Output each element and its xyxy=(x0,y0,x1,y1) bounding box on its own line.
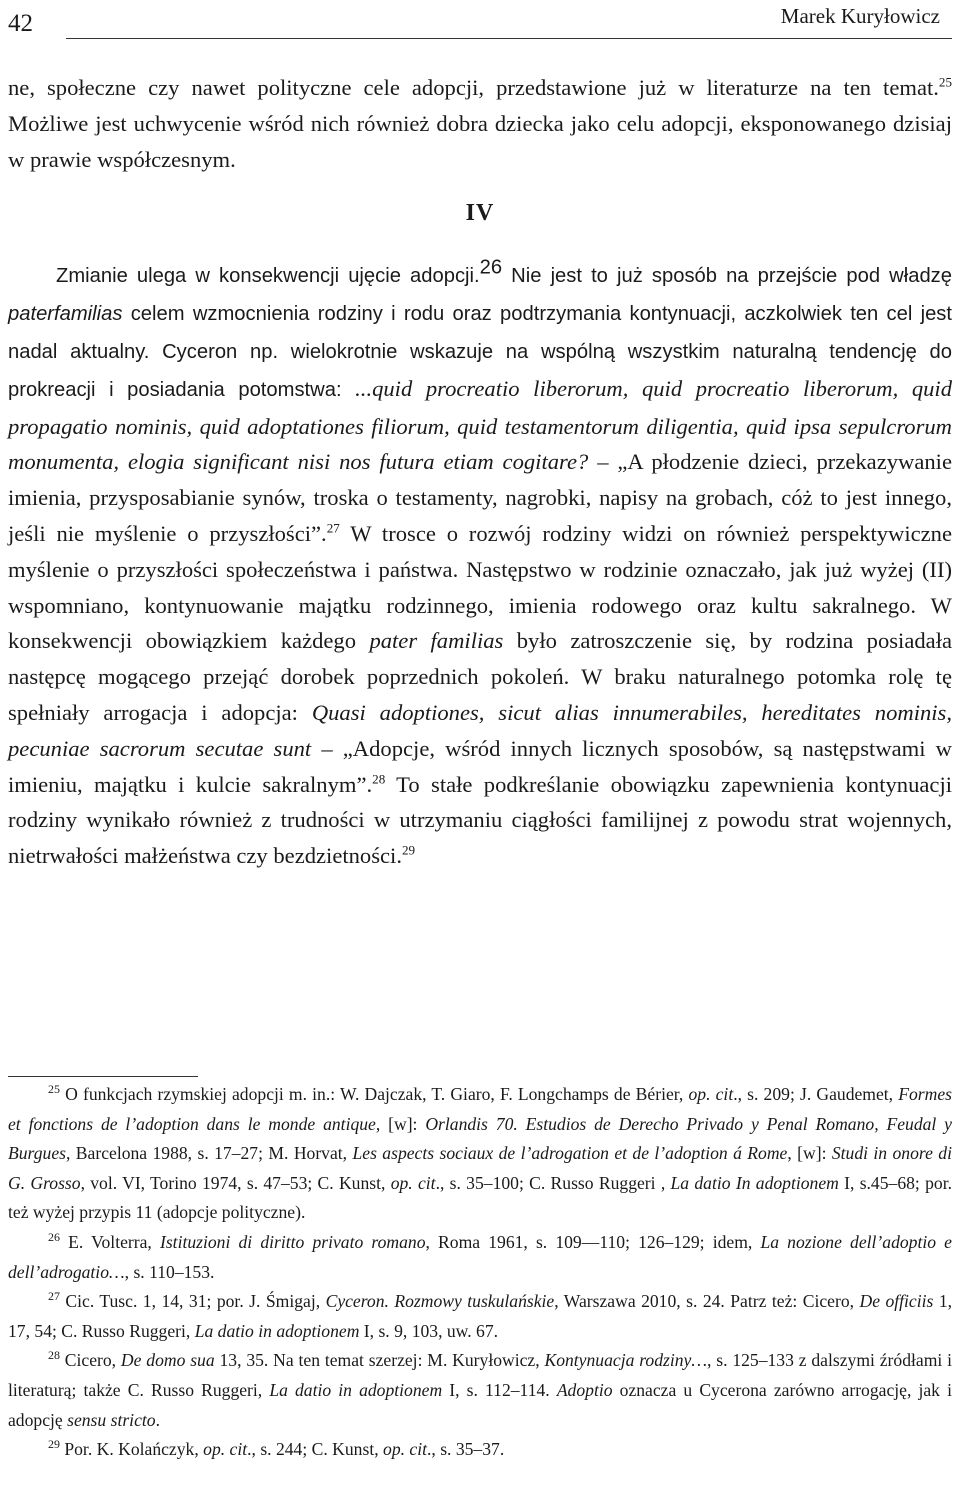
page-header xyxy=(8,0,952,44)
footnote-text: ., s. 35–37. xyxy=(427,1439,505,1460)
footnote-text: , Barcelona 1988, s. 17–27; M. Horvat, xyxy=(66,1143,353,1164)
page-number: 42 xyxy=(8,10,33,37)
para-text-3: celem wzmocnienia rodziny i rodu oraz podtrzymania kontynuacji, aczkolwiek ten cel jest nadal aktualny. Cyceron np. wielokrotnie wskazuje na wspólną wszystkim naturalną tendencję do prokreacji i posiadania potomstwa: xyxy=(8,303,952,401)
footnote-italic: Istituzioni di diritto privato romano xyxy=(159,1231,426,1252)
footnote-25 xyxy=(8,1080,952,1228)
footnote-text: , [w]: xyxy=(787,1143,832,1164)
footnote-separator xyxy=(8,1076,198,1077)
footnote-text: , s. 110–153. xyxy=(124,1261,215,1282)
footnote-number: 26 xyxy=(48,1230,60,1245)
footnote-text: I, s.45–68; por. też wyżej przypis 11 (adopcje polityczne). xyxy=(8,1172,952,1223)
footnote-ref-27: 27 xyxy=(326,520,340,536)
footnote-number: 25 xyxy=(48,1082,60,1097)
latin-quote-cicero: ...quid procreatio liberorum, quid procreatio liberorum, quid propagatio nominis, quid adoptationes filiorum, quid testamentorum diligentia, quid ipsa sepulcrorum monumenta, elogia significant nisi nos futura etiam cogitare? xyxy=(8,375,952,475)
main-text xyxy=(8,70,952,874)
footnote-28 xyxy=(8,1346,952,1435)
footnote-number: 29 xyxy=(48,1437,60,1452)
footnote-italic: Adoptio xyxy=(556,1379,613,1400)
para-text-7: – „Adopcje, wśród innych licznych sposobów, są następstwami w imieniu, majątku i kulcie sakralnym”. xyxy=(8,735,952,797)
para-text-8: To stałe podkreślanie obowiązku zapewnienia kontynuacji rodziny wynikało również z trudności w utrzymaniu ciągłości familijnej z powodu strat wojennych, nietrwałości małżeństwa czy bezdzietności. xyxy=(8,771,952,869)
footnote-italic: De domo sua xyxy=(120,1350,215,1371)
footnote-text: ., s. 209; J. Gaudemet, xyxy=(733,1084,899,1104)
footnote-italic: Kontynuacja rodziny… xyxy=(544,1350,707,1371)
footnote-text: I, s. 112–114. xyxy=(442,1379,557,1400)
footnote-text: 1, 17, 54; C. Russo Ruggeri, xyxy=(8,1291,953,1341)
para-text-2: Nie jest to już sposób na przejście pod władzę xyxy=(502,265,952,288)
footnote-text: Cicero, xyxy=(59,1350,121,1371)
intro-paragraph xyxy=(8,70,952,177)
footnote-italic: Orlandis 70. Estudios de Derecho Privado y Penal Romano, Feudal y Burgues xyxy=(8,1113,952,1164)
footnotes xyxy=(8,1080,952,1465)
footnote-ref-29: 29 xyxy=(401,842,416,858)
running-head-author: Marek Kuryłowicz xyxy=(780,4,940,28)
footnote-ref-25: 25 xyxy=(938,74,952,90)
footnote-text: , [w]: xyxy=(375,1113,426,1134)
term-pater-familias: pater familias xyxy=(369,628,504,654)
footnote-text: 13, 35. Na ten temat szerzej: M. Kuryłowicz, xyxy=(214,1350,545,1371)
header-rule xyxy=(66,38,952,39)
para-text-6: było zatroszczenie się, by rodzina posiadała następcę mogącego przejąć dorobek poprzednich pokoleń. W braku naturalnego potomka rolę tę spełniały arrogacja i adopcja: xyxy=(8,628,952,725)
footnote-italic: La nozione dell’adoptio e dell’adrogatio… xyxy=(8,1231,952,1282)
footnote-27 xyxy=(8,1287,952,1346)
footnote-ref-28: 28 xyxy=(372,771,386,787)
footnote-text: E. Volterra, xyxy=(59,1231,160,1252)
footnote-text: Por. K. Kolańczyk, xyxy=(59,1439,204,1460)
footnote-26 xyxy=(8,1228,952,1287)
intro-text-2: Możliwe jest uchwycenie wśród nich również dobra dziecka jako celu adopcji, eksponowanego dzisiaj w prawie współczesnym. xyxy=(8,110,952,172)
footnote-text: . xyxy=(155,1409,160,1430)
footnote-italic: op. cit xyxy=(390,1172,436,1193)
footnote-29 xyxy=(8,1435,952,1465)
latin-quote-adoptiones: Quasi adoptiones, sicut alias innumerabiles, hereditates nominis, pecuniae sacrorum secutae sunt xyxy=(8,699,952,761)
footnote-italic: op. cit xyxy=(383,1439,427,1460)
footnote-number: 28 xyxy=(48,1348,60,1363)
footnote-ref-26: 26 xyxy=(479,256,503,279)
footnote-italic: Formes et fonctions de l’adoption dans le monde antique xyxy=(8,1084,952,1134)
section-paragraph xyxy=(8,257,952,874)
footnote-text: ., s. 35–100; C. Russo Ruggeri , xyxy=(435,1172,671,1193)
para-sentence-1: Zmianie ulega w konsekwencji ujęcie adopcji. xyxy=(56,265,480,288)
para-text-5: W trosce o rozwój rodziny widzi on również perspektywiczne myślenie o przyszłości społeczeństwa i państwa. Następstwo w rodzinie oznaczało, jak już wyżej (II) wspomniano, kontynuowanie majątku rodzinnego, imienia rodowego oraz kultu sakralnego. W konsekwencji obowiązkiem każdego xyxy=(8,520,952,654)
footnote-text: , vol. VI, Torino 1974, s. 47–53; C. Kunst, xyxy=(80,1172,391,1193)
footnote-text: Cic. Tusc. 1, 14, 31; por. J. Śmigaj, xyxy=(59,1291,326,1312)
footnote-italic: op. cit xyxy=(203,1439,248,1460)
footnote-text: ., s. 244; C. Kunst, xyxy=(247,1439,384,1460)
footnote-text: O funkcjach rzymskiej adopcji m. in.: W. Dajczak, T. Giaro, F. Longchamps de Bérier, xyxy=(59,1084,689,1104)
footnote-italic: sensu stricto xyxy=(67,1409,156,1430)
footnote-italic: Les aspects sociaux de l’adrogation et de l’adoption á Rome xyxy=(352,1143,788,1164)
footnote-text: oznacza u Cycerona zarówno arrogację, jak i adopcję xyxy=(8,1379,952,1430)
footnote-text: , Roma 1961, s. 109—110; 126–129; idem, xyxy=(425,1231,761,1252)
intro-text-1: ne, społeczne czy nawet polityczne cele adopcji, przedstawione już w literaturze na ten temat. xyxy=(8,75,939,100)
footnote-italic: La datio in adoptionem xyxy=(269,1379,443,1400)
footnote-italic: Cyceron. Rozmowy tuskulańskie xyxy=(325,1291,555,1312)
footnote-text: , Warszawa 2010, s. 24. Patrz też: Cicero, xyxy=(554,1291,860,1312)
para-text-4: – „A płodzenie dzieci, przekazywanie imienia, przysposabianie synów, troska o testamenty, nagrobki, napisy na grobach, cóż to jest innego, jeśli nie myślenie o przyszłości”. xyxy=(8,449,952,546)
footnote-number: 27 xyxy=(48,1289,60,1304)
footnote-italic: Studi in onore di G. Grosso xyxy=(8,1143,952,1193)
footnote-text: I, s. 9, 103, uw. 67. xyxy=(359,1320,499,1341)
footnote-italic: La datio in adoptionem xyxy=(194,1320,360,1341)
footnote-text: , s. 125–133 z dalszymi źródłami i literaturą; także C. Russo Ruggeri, xyxy=(8,1350,952,1400)
footnote-italic: op. cit xyxy=(688,1084,734,1104)
footnote-italic: La datio In adoptionem xyxy=(670,1172,839,1193)
footnote-italic: De officiis xyxy=(859,1291,934,1312)
term-paterfamilias: paterfamilias xyxy=(8,303,123,326)
section-heading: IV xyxy=(465,200,495,227)
